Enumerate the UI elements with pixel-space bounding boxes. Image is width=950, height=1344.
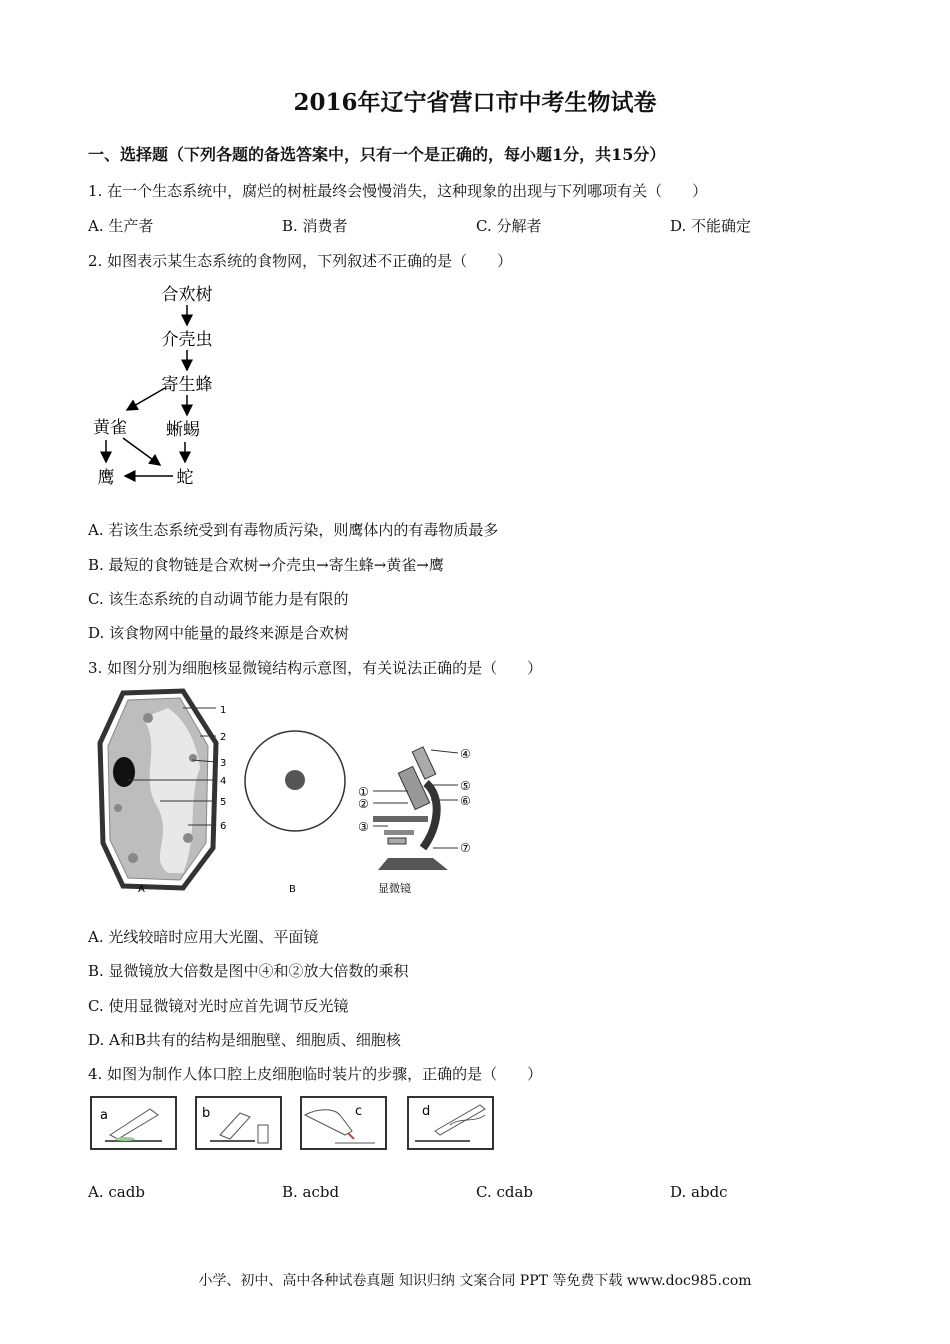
node-jishengfeng: 寄生蜂 — [161, 375, 213, 395]
slide-steps-figure — [90, 1095, 500, 1153]
panel-label-b: b — [202, 1106, 211, 1121]
step-panel-a — [91, 1097, 176, 1149]
q1-option-b: B. 消费者 — [282, 217, 348, 235]
q2-option-b: B. 最短的食物链是合欢树→介壳虫→寄生蜂→黄雀→鹰 — [88, 556, 444, 574]
q2-option-d: D. 该食物网中能量的最终来源是合欢树 — [88, 624, 350, 642]
micro-label-3: ③ — [358, 820, 369, 834]
q1-option-d: D. 不能确定 — [670, 217, 752, 235]
node-ying: 鹰 — [97, 468, 115, 488]
q3-option-d: D. A和B共有的结构是细胞壁、细胞质、细胞核 — [88, 1031, 401, 1049]
figure-label-microscope: 显微镜 — [378, 882, 411, 895]
step-panel-c — [301, 1097, 386, 1149]
micro-label-2: ② — [358, 797, 369, 811]
cell-label-2: 2 — [220, 732, 227, 743]
q1-option-a: A. 生产者 — [88, 217, 154, 235]
q3-option-b: B. 显微镜放大倍数是图中④和②放大倍数的乘积 — [88, 962, 409, 980]
node-xiyi: 蜥蜴 — [166, 420, 200, 440]
q4-option-b: B. acbd — [282, 1183, 340, 1201]
step-panel-d — [408, 1097, 493, 1149]
panel-label-d: d — [422, 1104, 431, 1119]
node-huangque: 黄雀 — [93, 418, 127, 438]
question-4-stem: 4. 如图为制作人体口腔上皮细胞临时装片的步骤，正确的是（ ） — [88, 1065, 543, 1083]
question-3-stem: 3. 如图分别为细胞核显微镜结构示意图，有关说法正确的是（ ） — [88, 659, 543, 677]
q2-option-c: C. 该生态系统的自动调节能力是有限的 — [88, 590, 349, 608]
micro-label-4: ④ — [460, 747, 471, 761]
panel-label-a: a — [100, 1108, 108, 1123]
q4-option-d: D. abdc — [670, 1183, 728, 1201]
step-panel-b — [196, 1097, 281, 1149]
cell-microscope-figure — [88, 688, 488, 900]
cell-label-4: 4 — [220, 776, 227, 787]
question-1-stem: 1. 在一个生态系统中，腐烂的树桩最终会慢慢消失，这种现象的出现与下列哪项有关（ ） — [88, 182, 708, 200]
food-web-diagram — [85, 280, 235, 490]
page-footer: 小学、初中、高中各种试卷真题 知识归纳 文案合同 PPT 等免费下载 www.doc985.com — [198, 1273, 752, 1289]
microscope-drawing — [358, 747, 471, 895]
q4-option-c: C. cdab — [476, 1183, 534, 1201]
node-hehuanshu: 合欢树 — [161, 285, 213, 305]
q4-option-a: A. cadb — [88, 1183, 145, 1201]
cell-label-3: 3 — [220, 758, 227, 769]
node-jieqiaochong: 介壳虫 — [161, 330, 213, 350]
page-title: 2016年辽宁省营口市中考生物试卷 — [293, 89, 657, 116]
figure-label-b: B — [289, 884, 296, 895]
figure-label-a: A — [138, 884, 145, 895]
cell-label-1: 1 — [220, 705, 227, 716]
section-heading: 一、选择题（下列各题的备选答案中，只有一个是正确的，每小题1分，共15分） — [88, 145, 666, 164]
panel-label-c: c — [355, 1104, 363, 1119]
micro-label-6: ⑥ — [460, 794, 471, 808]
micro-label-1: ① — [358, 785, 369, 799]
question-2-stem: 2. 如图表示某生态系统的食物网，下列叙述不正确的是（ ） — [88, 252, 513, 270]
cell-label-6: 6 — [220, 821, 227, 832]
plant-cell-a — [100, 691, 226, 895]
micro-label-5: ⑤ — [460, 779, 471, 793]
q3-option-a: A. 光线较暗时应用大光圈、平面镜 — [88, 928, 319, 946]
q3-option-c: C. 使用显微镜对光时应首先调节反光镜 — [88, 997, 349, 1015]
cell-label-5: 5 — [220, 797, 227, 808]
q1-option-c: C. 分解者 — [476, 217, 542, 235]
q2-option-a: A. 若该生态系统受到有毒物质污染，则鹰体内的有毒物质最多 — [88, 521, 499, 539]
micro-label-7: ⑦ — [460, 841, 471, 855]
node-she: 蛇 — [176, 468, 194, 488]
animal-cell-b — [245, 731, 345, 895]
